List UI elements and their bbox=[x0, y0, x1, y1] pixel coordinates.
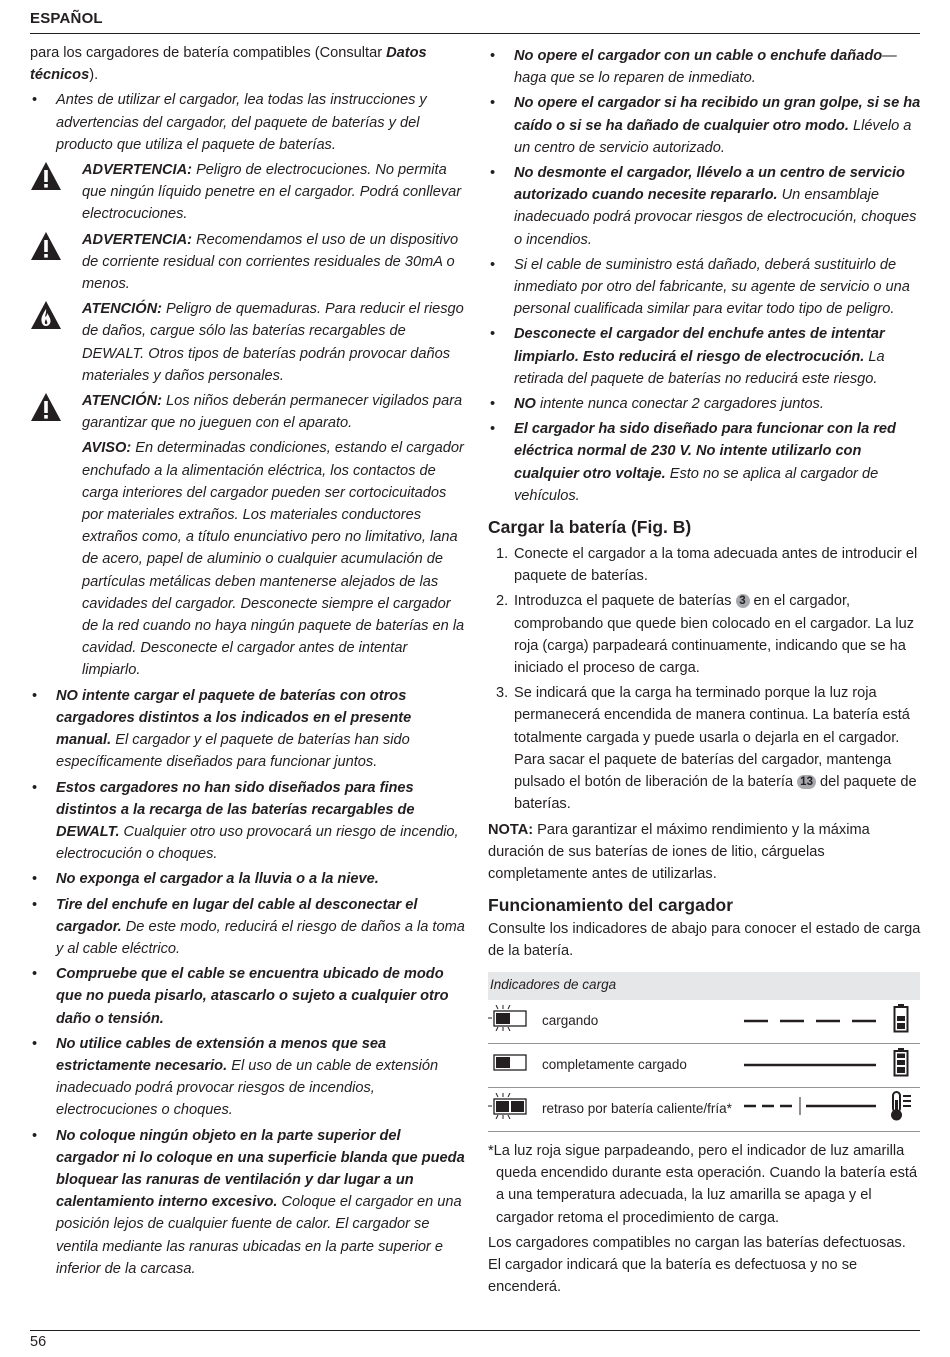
section-title: ESPAÑOL bbox=[30, 10, 103, 27]
indicator-label: cargando bbox=[542, 1000, 742, 1044]
solid-left-lamp-icon bbox=[488, 1049, 532, 1075]
dashed-light-pattern bbox=[742, 1017, 878, 1025]
indicator-label: retraso por batería caliente/fría* bbox=[542, 1088, 742, 1132]
indicator-label: completamente cargado bbox=[542, 1044, 742, 1088]
warning-triangle-icon bbox=[30, 161, 62, 191]
step-item: 2. Introduzca el paquete de baterías 3 en el cargador, comprobando que quede bien colocado en el cargador. La luz roja (carga) parpadeará continuamente, indicando que se ha iniciado el proceso de carga. bbox=[496, 593, 915, 677]
callout-badge: 13 bbox=[797, 775, 816, 789]
bullet-read-instructions: • Antes de utilizar el cargador, lea todas las instrucciones y advertencias del cargador, del paquete de baterías y del producto que utiliza el paquete de baterías. bbox=[30, 89, 466, 156]
page-header bbox=[30, 10, 920, 34]
warning-electrocution: ADVERTENCIA: Peligro de electrocuciones. No permita que ningún líquido penetre en el cargador. Podrá conllevar electrocuciones. bbox=[30, 159, 466, 226]
bullet-item: • NO intente nunca conectar 2 cargadores juntos. bbox=[488, 393, 922, 415]
bullet-item: • No opere el cargador con un cable o enchufe dañado—haga que se lo reparen de inmediato. bbox=[488, 45, 922, 89]
right-column bbox=[488, 42, 922, 1298]
intro-text: para los cargadores de batería compatibles (Consultar Datos técnicos). bbox=[30, 45, 427, 84]
table-header: Indicadores de carga bbox=[488, 972, 920, 1000]
step-item: 3. Se indicará que la carga ha terminado porque la luz roja permanecerá encendida de manera continua. La batería está totalmente cargada y puede usarla o dejarla en el cargador. Para sacar el paquete de baterías del cargador, mantenga pulsado el botón de liberación de la batería 13 del paquete de baterías. bbox=[496, 685, 917, 813]
indicators-intro: Consulte los indicadores de abajo para conocer el estado de carga de la batería. bbox=[488, 921, 921, 960]
charge-indicators-table bbox=[488, 972, 920, 1133]
blinking-left-lamp-icon bbox=[488, 1005, 532, 1031]
warning-residual-current: ADVERTENCIA: Recomendamos el uso de un dispositivo de corriente residual con corrientes residuales de 30mA o menos. bbox=[30, 229, 466, 296]
note-paragraph: NOTA: Para garantizar el máximo rendimiento y la máxima duración de sus baterías de iones de litio, cárguelas completamente antes de utilizarlas. bbox=[488, 821, 870, 882]
section-heading-charger-operation: Funcionamiento del cargador bbox=[488, 895, 734, 916]
table-footnote: *La luz roja sigue parpadeando, pero el indicador de luz amarilla queda encendido durante esta operación. Cuando la batería está a una temperatura adecuada, la luz amarilla se apaga y el cargador retoma el procedimiento de carga. bbox=[488, 1143, 918, 1226]
thermometer-battery-icon bbox=[889, 1090, 913, 1122]
caution-children: ATENCIÓN: Los niños deberán permanecer vigilados para garantizar que no jueguen con el aparato. bbox=[30, 390, 466, 434]
step-item: 1. Conecte el cargador a la toma adecuada antes de introducir el paquete de baterías. bbox=[496, 546, 918, 585]
closing-paragraph: Los cargadores compatibles no cargan las baterías defectuosas. El cargador indicará que la batería es defectuosa y no se encenderá. bbox=[488, 1234, 906, 1296]
bullet-item: • No coloque ningún objeto en la parte superior del cargador ni lo coloque en una superficie blanda que pueda bloquear las ranuras de ventilación y dar lugar a un calentamiento interno excesivo. Coloque el cargador en una posición lejos de cualquier fuente de calor. El cargador se ventila mediante las ranuras ubicadas en la parte superior e inferior de la carcasa. bbox=[30, 1125, 466, 1280]
warning-triangle-icon bbox=[30, 392, 62, 422]
bullet-item: • Desconecte el cargador del enchufe antes de intentar limpiarlo. Esto reducirá el riesgo de electrocución. La retirada del paquete de baterías no reducirá este riesgo. bbox=[488, 323, 922, 390]
page-number: 56 bbox=[30, 1334, 47, 1350]
fire-hazard-icon bbox=[30, 300, 62, 330]
right-bullet-list bbox=[488, 45, 922, 507]
bullet-item: • Si el cable de suministro está dañado, deberá sustituirlo de inmediato por otro del fabricante, su agente de servicio o una personal cualificada similar para evitar todo tipo de peligro. bbox=[488, 254, 922, 321]
table-row bbox=[488, 1000, 920, 1044]
page-footer bbox=[30, 1330, 920, 1350]
hot-cold-delay-pattern bbox=[742, 1096, 878, 1116]
warning-triangle-icon bbox=[30, 231, 62, 261]
table-row bbox=[488, 1088, 920, 1132]
notice-foreign-materials: AVISO: En determinadas condiciones, estando el cargador enchufado a la alimentación eléctrica, los contactos de carga interiores del cargador pueden ser cortocicuitados por materiales extraños. Los materiales conductores extraños como, a título enunciativo pero no limitativo, lana de acero, papel de aluminio o cualquier acumulación de partículas metálicas deben mantenerse alejados de las cavidades del cargador. Desconecte siempre el cargador de la red cuando no haya ningún paquete de baterías en la cavidad. Desconecte el cargador antes de intentar limpiarlo. bbox=[82, 440, 465, 679]
bullet-item: • Tire del enchufe en lugar del cable al desconectar el cargador. De este modo, reducirá el riesgo de daños a la toma y al cable eléctrico. bbox=[30, 894, 466, 961]
bullet-item: • No exponga el cargador a la lluvia o a la nieve. bbox=[30, 868, 466, 890]
left-column bbox=[30, 42, 466, 1280]
bullet-item: • No utilice cables de extensión a menos que sea estrictamente necesario. El uso de un cable de extensión inadecuado podrá provocar riesgos de incendios, electrocuciones o choques. bbox=[30, 1033, 466, 1122]
bullet-item: • Compruebe que el cable se encuentra ubicado de modo que no pueda pisarlo, atascarlo o sujeto a cualquier otro daño o tensión. bbox=[30, 963, 466, 1030]
left-bullet-list bbox=[30, 685, 466, 1280]
charging-steps bbox=[488, 543, 922, 815]
callout-badge: 3 bbox=[736, 594, 750, 608]
bullet-item: • No opere el cargador si ha recibido un gran golpe, si se ha caído o si se ha dañado de cualquier otro modo. Llévelo a un centro de servicio autorizado. bbox=[488, 92, 922, 159]
solid-light-pattern bbox=[742, 1061, 878, 1069]
battery-charging-icon bbox=[893, 1003, 909, 1033]
bullet-item: • El cargador ha sido diseñado para funcionar con la red eléctrica normal de 230 V. No intente utilizarlo con cualquier otro voltaje. Esto no se aplica al cargador de vehículos. bbox=[488, 418, 922, 507]
blinking-both-lamps-icon bbox=[488, 1093, 532, 1119]
table-row bbox=[488, 1044, 920, 1088]
bullet-item: • NO intente cargar el paquete de baterías con otros cargadores distintos a los indicados en el presente manual. El cargador y el paquete de baterías han sido específicamente diseñados para funcionar juntos. bbox=[30, 685, 466, 774]
bullet-item: • Estos cargadores no han sido diseñados para fines distintos a la recarga de las baterías recargables de DEWALT. Cualquier otro uso provocará un riesgo de incendio, electrocución o choques. bbox=[30, 777, 466, 866]
section-heading-charge-battery: Cargar la batería (Fig. B) bbox=[488, 517, 692, 538]
caution-burn: ATENCIÓN: Peligro de quemaduras. Para reducir el riesgo de daños, cargue sólo las baterías recargables de DEWALT. Otros tipos de baterías podrán provocar daños materiales y daños personales. bbox=[30, 298, 466, 387]
battery-full-icon bbox=[893, 1047, 909, 1077]
bullet-item: • No desmonte el cargador, llévelo a un centro de servicio autorizado cuando necesite repararlo. Un ensamblaje inadecuado podrá provocar riesgos de electrocución, choques o incendios. bbox=[488, 162, 922, 251]
